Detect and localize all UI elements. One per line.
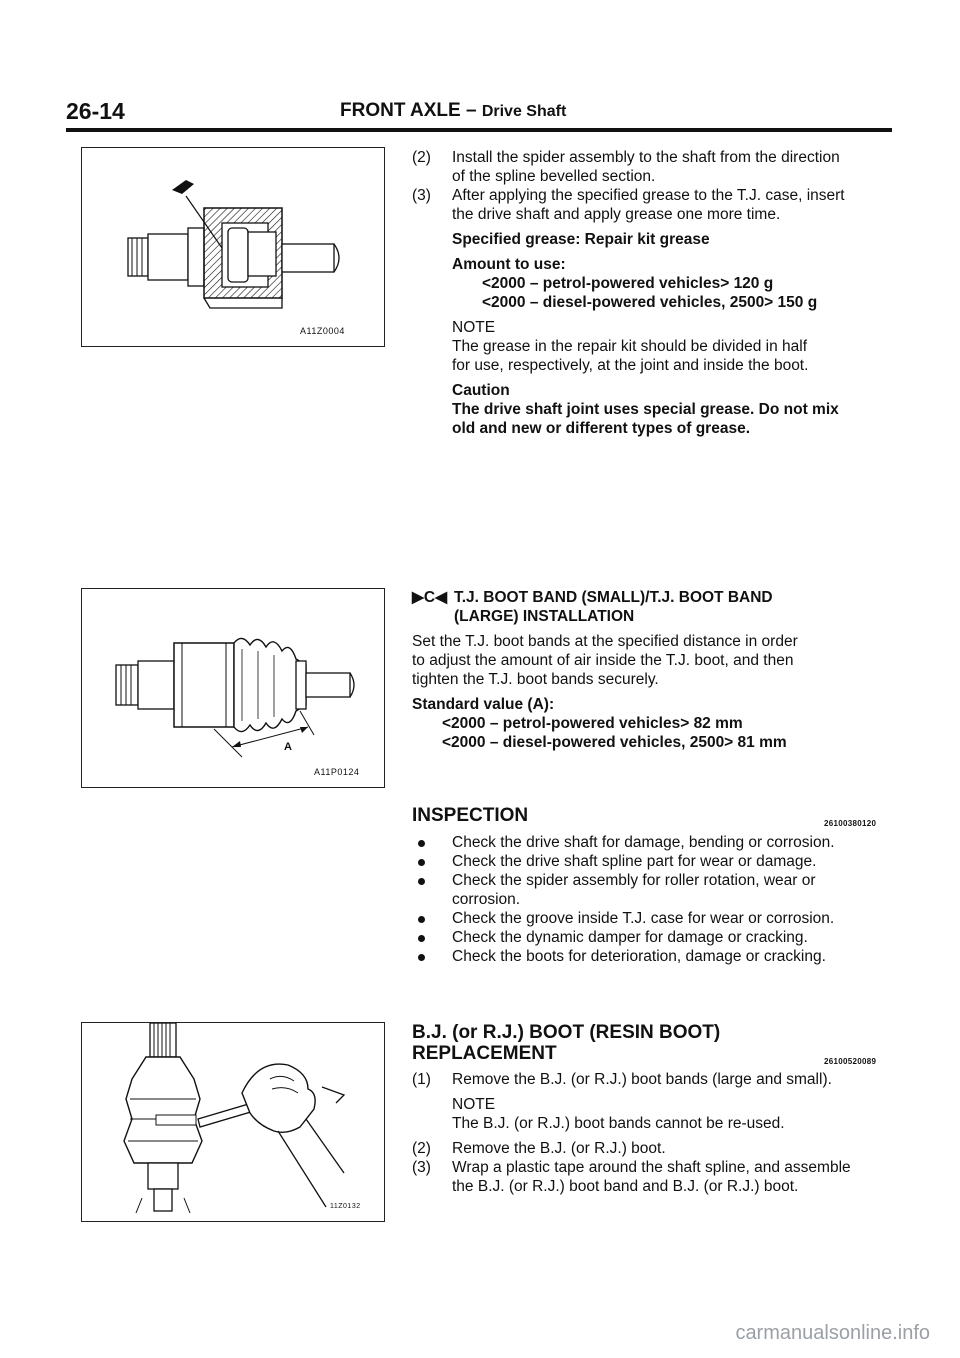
amount-value: <2000 – petrol-powered vehicles> 120 g <box>482 275 774 292</box>
figure-code: A11P0124 <box>314 767 360 777</box>
figure-code: A11Z0004 <box>300 326 345 336</box>
inspection-item: Check the boots for deterioration, damage or cracking. <box>452 948 826 965</box>
step-number: (1) <box>412 1071 431 1088</box>
standard-value: <2000 – diesel-powered vehicles, 2500> 81 mm <box>442 734 787 751</box>
page-number: 26-14 <box>66 98 125 124</box>
body-text: tighten the T.J. boot bands securely. <box>412 671 659 688</box>
figure-code: 11Z0132 <box>330 1203 361 1210</box>
step-text: the B.J. (or R.J.) boot band and B.J. (or R.J.) boot. <box>452 1178 799 1195</box>
caution-heading: Caution <box>452 382 510 399</box>
step-text: Wrap a plastic tape around the shaft spline, and assemble <box>452 1159 851 1176</box>
inspection-item: corrosion. <box>452 891 521 908</box>
bullet-icon <box>418 840 425 847</box>
bullet-icon <box>418 954 425 961</box>
section-heading: (LARGE) INSTALLATION <box>454 608 635 625</box>
section-resin-boot-replacement <box>412 1023 890 1203</box>
section-heading: INSPECTION <box>412 805 529 826</box>
bullet-icon <box>418 878 425 885</box>
amount-value: <2000 – diesel-powered vehicles, 2500> 150 g <box>482 294 818 311</box>
inspection-item: Check the drive shaft spline part for wear or damage. <box>452 853 817 870</box>
dimension-label-a: A <box>284 741 293 753</box>
bullet-icon <box>418 916 425 923</box>
bullet-icon <box>418 859 425 866</box>
section-heading: T.J. BOOT BAND (SMALL)/T.J. BOOT BAND <box>454 589 773 606</box>
bullet-icon <box>418 935 425 942</box>
procedure-marker: ▶C◀ <box>412 589 448 606</box>
note-heading: NOTE <box>452 319 496 336</box>
section-title: FRONT AXLE <box>340 100 461 121</box>
note-heading: NOTE <box>452 1096 496 1113</box>
step-number: (3) <box>412 1159 431 1176</box>
caution-text: old and new or different types of grease. <box>452 420 750 437</box>
step-number: (2) <box>412 149 431 166</box>
step-text: Remove the B.J. (or R.J.) boot. <box>452 1140 666 1157</box>
inspection-item: Check the groove inside T.J. case for wear or corrosion. <box>452 910 835 927</box>
section-boot-band-installation <box>412 588 890 751</box>
caution-text: The drive shaft joint uses special grease. Do not mix <box>452 401 839 418</box>
specified-grease: Specified grease: Repair kit grease <box>452 231 710 248</box>
note-text: for use, respectively, at the joint and inside the boot. <box>452 357 809 374</box>
figure-spider-grease <box>81 147 385 347</box>
standard-value: <2000 – petrol-powered vehicles> 82 mm <box>442 715 743 732</box>
step-text: Remove the B.J. (or R.J.) boot bands (large and small). <box>452 1071 832 1088</box>
step-text: of the spline bevelled section. <box>452 168 656 185</box>
inspection-item: Check the dynamic damper for damage or cracking. <box>452 929 808 946</box>
page-title <box>340 100 566 122</box>
body-text: to adjust the amount of air inside the T.J. boot, and then <box>412 652 794 669</box>
step-text: Install the spider assembly to the shaft from the direction <box>452 149 840 166</box>
step-text: After applying the specified grease to the T.J. case, insert <box>452 187 845 204</box>
inspection-item: Check the drive shaft for damage, bending or corrosion. <box>452 834 835 851</box>
section-heading: B.J. (or R.J.) BOOT (RESIN BOOT) <box>412 1022 721 1043</box>
section-code: 26100380120 <box>824 819 877 828</box>
section-heading: REPLACEMENT <box>412 1043 557 1064</box>
step-text: the drive shaft and apply grease one more time. <box>452 206 781 223</box>
figure-resin-boot <box>81 1022 385 1222</box>
header-rule <box>66 128 892 132</box>
title-dash: – <box>460 100 482 121</box>
spider-grease-illustration <box>82 148 384 346</box>
step-number: (2) <box>412 1140 431 1157</box>
body-text: Set the T.J. boot bands at the specified distance in order <box>412 633 798 650</box>
amount-heading: Amount to use: <box>452 256 566 273</box>
section-subtitle: Drive Shaft <box>481 103 567 120</box>
standard-value-heading: Standard value (A): <box>412 696 555 713</box>
resin-boot-illustration <box>82 1023 384 1221</box>
section-inspection <box>412 806 890 966</box>
note-text: The grease in the repair kit should be divided in half <box>452 338 807 355</box>
step-number: (3) <box>412 187 431 204</box>
inspection-item: Check the spider assembly for roller rotation, wear or <box>452 872 816 889</box>
note-text: The B.J. (or R.J.) boot bands cannot be re-used. <box>452 1115 785 1132</box>
section-assembly-steps <box>412 148 890 438</box>
boot-band-illustration <box>82 589 384 787</box>
section-code: 26100520089 <box>824 1057 877 1066</box>
watermark: carmanualsonline.info <box>735 1322 930 1344</box>
figure-boot-band <box>81 588 385 788</box>
